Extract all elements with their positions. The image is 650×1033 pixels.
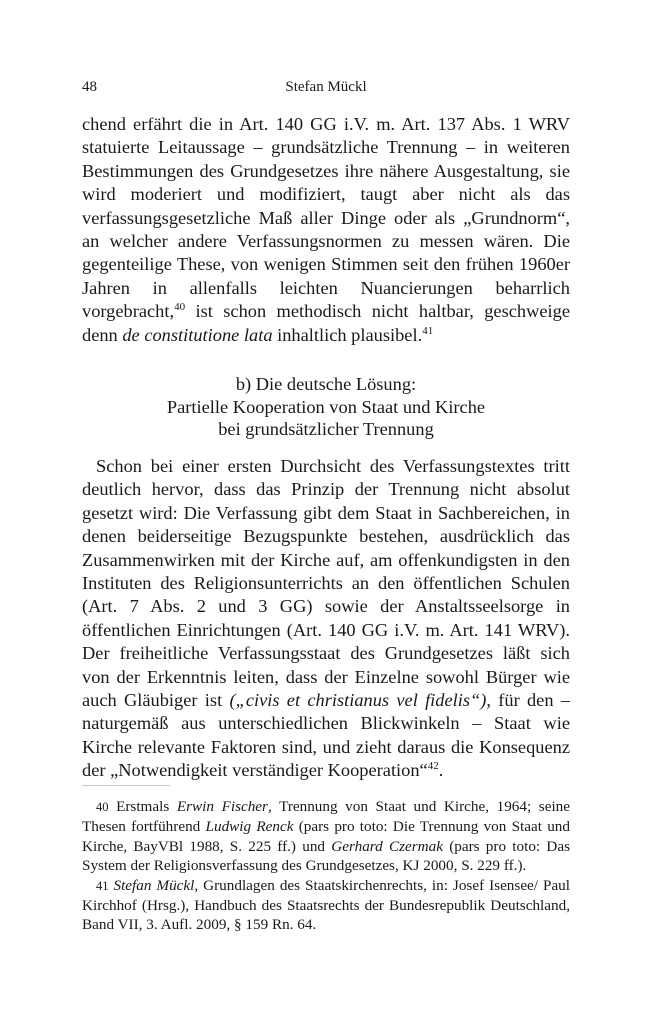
section-heading-line-3: bei grundsätzlicher Trennung bbox=[218, 419, 434, 440]
section-heading-line-1: b) Die deutsche Lösung: bbox=[235, 374, 417, 394]
footnotes bbox=[82, 797, 570, 935]
author-name: Ludwig Renck bbox=[205, 818, 294, 836]
text-segment: (pars pro toto: Das System der Religionsverfassung des Grundgesetzes, KJ 2000, S. 229 ff.). bbox=[82, 837, 570, 875]
text-segment: inhaltlich plausibel. bbox=[272, 324, 423, 345]
text-segment: (pars pro toto: Die Trennung von Staat und Kirche, BayVBl 1988, S. 225 ff.) und bbox=[82, 818, 570, 855]
paragraph-continued bbox=[82, 113, 570, 347]
text-segment: Erstmals bbox=[108, 798, 177, 815]
footnote-reference-42[interactable]: 42 bbox=[427, 760, 439, 773]
footnote-reference-41[interactable]: 41 bbox=[422, 324, 434, 337]
page-header bbox=[82, 79, 570, 99]
section-heading-line-2: Partielle Kooperation von Staat und Kirche bbox=[166, 396, 486, 417]
text-segment: chend erfährt die in Art. 140 GG i.V. m. Art. 137 Abs. 1 WRV statuierte Leitaussage – grundsätzliche Trennung – in weiteren Bestimmungen des Grundgesetzes ihre nähere Ausgestaltung, sie wird moderiert und modifiziert, taugt aber nicht als das verfassungsgesetzliche Maß aller Dinge oder als „Grundnorm“, an welcher andere Verfassungsnormen zu messen wären. Die gegenteilige These, von wenigen Stimmen seit den frühen 1960er Jahren in allenfalls leichten Nuancierungen beharrlich vorgebracht, bbox=[82, 114, 570, 322]
text-segment: , für den – naturgemäß aus unterschiedlichen Blickwinkeln – Staat wie Kirche relevante Faktoren sind, und zieht daraus die Konsequenz der „Notwendigkeit verständiger Kooperation“ bbox=[82, 690, 571, 781]
italic-phrase: („civis et christianus vel fidelis“) bbox=[229, 690, 487, 711]
running-title: Stefan Mückl bbox=[285, 79, 367, 95]
footnote-separator bbox=[82, 785, 170, 786]
footnote-40 bbox=[82, 797, 570, 876]
footnote-41 bbox=[82, 876, 570, 935]
author-name: Gerhard Czermak bbox=[331, 837, 443, 855]
paragraph bbox=[82, 455, 570, 783]
author-name: Stefan Mückl bbox=[113, 876, 195, 894]
page-number: 48 bbox=[82, 79, 97, 95]
section-heading bbox=[82, 373, 570, 441]
author-name: Erwin Fischer bbox=[176, 798, 268, 815]
text-segment: Schon bei einer ersten Durchsicht des Verfassungstextes tritt deutlich hervor, dass das Prinzip der Trennung nicht absolut gesetzt wird: Die Verfassung gibt dem Staat in Sachbereichen, in denen beiderseitige Bezugspunkte bestehen, ausdrücklich das Zusammenwirken mit der Kirche auf, am offenkundigsten in den Instituten des Religionsunterrichts an den öffentlichen Schulen (Art. 7 Abs. 2 und 3 GG) sowie der Anstaltsseelsorge in öffentlichen Einrichtungen (Art. 140 GG i.V. m. Art. 141 WRV). Der freiheitliche Verfassungsstaat des Grundgesetzes läßt sich von der Erkenntnis leiten, dass der Einzelne sowohl Bürger wie auch Gläubiger ist bbox=[82, 456, 570, 711]
footnote-number: 41 bbox=[96, 878, 109, 893]
text-segment: , Grundlagen des Staatskirchenrechts, in: Josef Isensee/ Paul Kirchhof (Hrsg.), Handbuch des Staatsrechts der Bundesrepublik Deutschland, Band VII, 3. Aufl. 2009, § 159 Rn. 64. bbox=[82, 876, 570, 934]
footnote-number: 40 bbox=[96, 800, 109, 814]
text-segment: ist schon methodisch nicht haltbar, geschweige denn bbox=[82, 301, 570, 345]
text-segment: . bbox=[438, 760, 444, 781]
italic-phrase: de constitutione lata bbox=[122, 324, 273, 345]
footnote-reference-40[interactable]: 40 bbox=[174, 301, 186, 314]
text-segment: , Trennung von Staat und Kirche, 1964; seine Thesen fortführend bbox=[82, 798, 570, 836]
